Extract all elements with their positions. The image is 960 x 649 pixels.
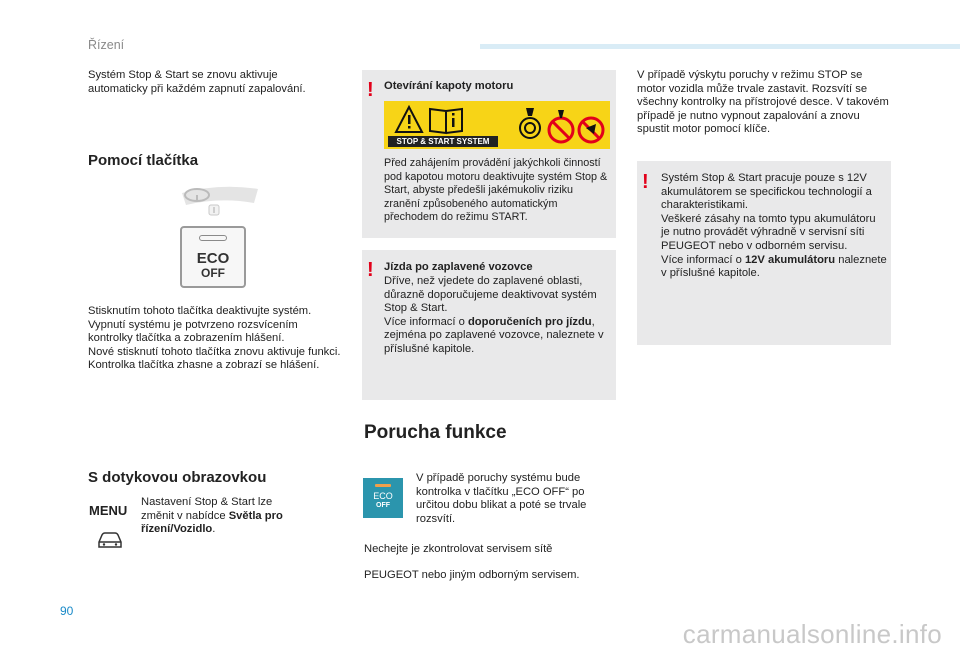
fault-text-2: Nechejte je zkontrolovat servisem sítě	[364, 543, 553, 555]
battery-warning-panel	[637, 161, 891, 345]
fault-off-label: OFF	[376, 502, 390, 509]
off-label: OFF	[201, 266, 225, 280]
battery-text-end: naleznete v příslušné kapitole.	[661, 253, 887, 280]
battery-text	[661, 172, 887, 281]
warning-manual-icon	[394, 105, 464, 135]
flood-link-text: doporučeních pro jízdu	[467, 315, 592, 328]
flood-title: Jízda po zaplavené vozovce	[384, 261, 533, 273]
warning-icon: !	[367, 79, 374, 101]
eco-label: ECO	[196, 250, 230, 267]
warning-icon: !	[642, 171, 649, 193]
touch-text: Nastavení Stop & Start lze změnit v nabídce	[141, 496, 273, 522]
intro-text: Systém Stop & Start se znovu aktivuje automaticky při každém zapnutí zapalování.	[88, 69, 306, 95]
hood-warning-panel	[362, 70, 616, 238]
dashboard-illustration	[180, 183, 260, 219]
belt-hazard-icons	[514, 104, 606, 146]
touch-heading: S dotykovou obrazovkou	[88, 469, 267, 486]
touch-menu-path: Světla pro řízení/Vozidlo	[141, 509, 283, 536]
warning-icon: !	[367, 259, 374, 281]
eco-off-fault-icon	[363, 478, 403, 518]
fault-heading: Porucha funkce	[364, 422, 507, 443]
button-heading: Pomocí tlačítka	[88, 152, 199, 169]
touch-description	[141, 496, 306, 537]
flood-text-end: , zejména po zaplavené vozovce, naleznete v příslušné kapitole.	[384, 315, 604, 355]
fault-text: V případě poruchy systému bude kontrolka v tlačítku „ECO OFF“ po určitou dobu blikat a poté se trvale rozsvítí.	[416, 472, 587, 525]
stop-fault-text: V případě výskytu poruchy v režimu STOP se motor vozidla může trvale zastavit. Rozsvítí se všechny kontrolky na přístrojové desce. V takovém případě je nutno vypnout zapalování a znovu spustit motor pomocí klíče.	[637, 69, 889, 136]
eco-fault-light	[375, 484, 391, 487]
hood-title: Otevírání kapoty motoru	[384, 80, 514, 92]
menu-label: MENU	[89, 503, 128, 518]
watermark: carmanualsonline.info	[682, 619, 942, 649]
hood-text: Před zahájením provádění jakýchkoli činností pod kapotou motoru deaktivujte systém Stop & Start, abyste předešli jakémukoliv riziku zranění způsobeného automatickým přechodem do režimu START.	[384, 157, 608, 224]
flood-text	[384, 275, 612, 357]
sticker-label: STOP & START SYSTEM	[388, 136, 498, 147]
fault-text-3: PEUGEOT nebo jiným odborným servisem.	[364, 569, 580, 581]
stop-start-sticker	[384, 101, 610, 149]
car-icon	[95, 530, 125, 555]
page-number: 90	[60, 604, 74, 618]
touch-text-end: .	[212, 523, 216, 536]
fault-eco-label: ECO	[373, 491, 393, 501]
section-title: Řízení	[88, 38, 125, 52]
battery-link-text: 12V akumulátoru	[744, 253, 836, 266]
eco-off-button	[180, 226, 246, 288]
header-accent-bar	[480, 44, 960, 49]
flood-text-a: Dříve, než vjedete do zaplavené oblasti, důrazně doporučujeme deaktivovat systém Stop & Start. Více informací o	[384, 275, 597, 328]
steering-wheel-icon	[180, 183, 260, 219]
button-description: Stisknutím tohoto tlačítka deaktivujte systém. Vypnutí systému je potvrzeno rozsvícením kontrolky tlačítka a zobrazením hlášení. Nové stisknutí tohoto tlačítka znovu aktivuje funkci. Kontrolka tlačítka zhasne a zobrazí se hlášení.	[88, 305, 341, 372]
eco-indicator-light	[199, 235, 227, 241]
flood-warning-panel	[362, 250, 616, 400]
battery-text-a: Systém Stop & Start pracuje pouze s 12V akumulátorem se specifickou technologií a charakteristikami. Veškeré zásahy na tomto typu akumulátoru je nutno provádět výhradně v servisní síti PEUGEOT nebo v odborném servisu. Více informací o	[661, 172, 876, 266]
